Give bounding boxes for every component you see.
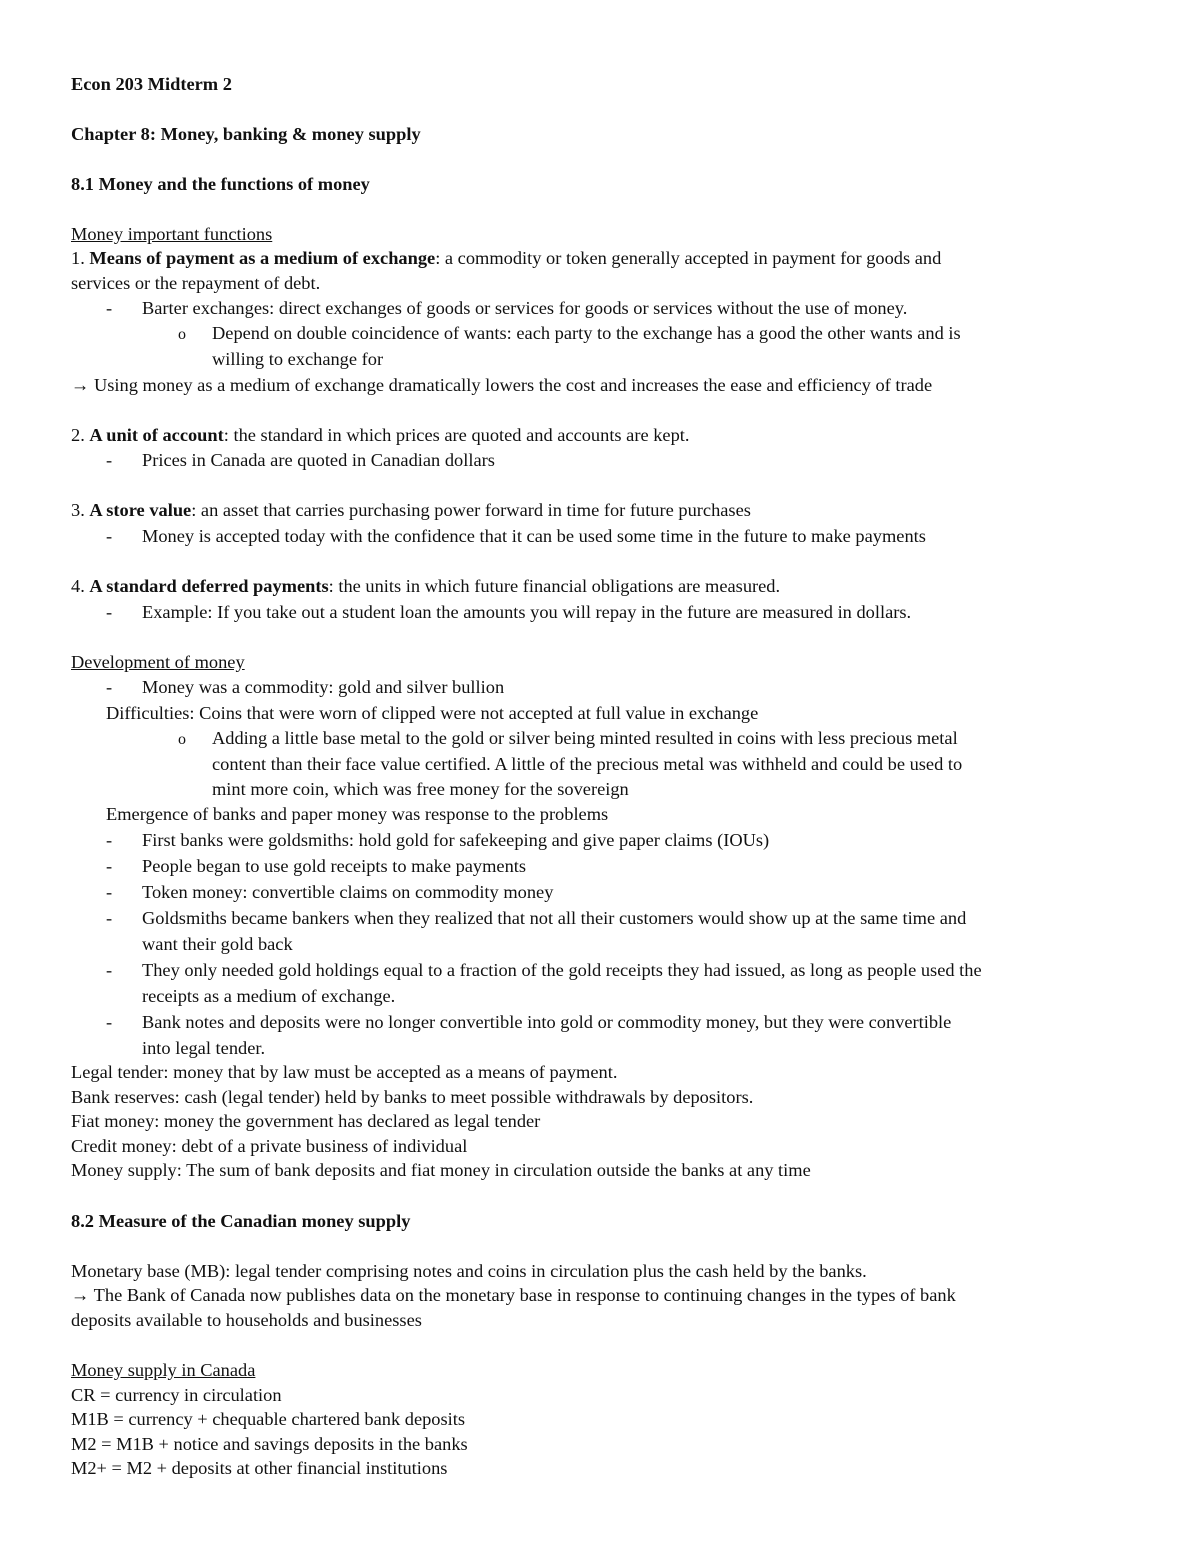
monetary-base-definition: Monetary base (MB): legal tender comprising notes and coins in circulation plus the cash held by the banks. [71,1261,867,1281]
bullet-dash: - [106,526,113,546]
function-4-line [71,574,780,599]
bullet-dash: - [106,856,113,876]
bullet-dash: - [106,298,113,318]
development-subbullet-cont-1: content than their face value certified. A little of the precious metal was withheld and could be used to [212,754,963,774]
development-bullet-bankers: Goldsmiths became bankers when they realized that not all their customers would show up at the same time and [142,908,967,928]
function-1-line [71,246,941,271]
monetary-base-arrow-note-cont: deposits available to households and businesses [71,1310,422,1330]
definition-money-supply: Money supply: The sum of bank deposits and fiat money in circulation outside the banks at any time [71,1160,811,1180]
bullet-dash: - [106,908,113,928]
section-8-2-heading: 8.2 Measure of the Canadian money supply [71,1211,411,1231]
section-8-1-heading: 8.1 Money and the functions of money [71,174,370,194]
development-subheading: Development of money [71,652,245,672]
development-bullet-fraction-cont: receipts as a medium of exchange. [142,986,396,1006]
function-2-number: 2. [71,425,90,445]
development-subbullet-cont-2: mint more coin, which was free money for the sovereign [212,779,629,799]
function-2-bullet: Prices in Canada are quoted in Canadian dollars [142,450,495,470]
function-1-subbullet-cont: willing to exchange for [212,349,384,369]
function-3-bullet: Money is accepted today with the confidence that it can be used some time in the future to make payments [142,526,926,546]
development-bullet-bank-notes: Bank notes and deposits were no longer convertible into gold or commodity money, but they were convertible [142,1012,952,1032]
bullet-dash: - [106,602,113,622]
function-3-term: A store value [89,500,192,520]
function-1-arrow-note: → Using money as a medium of exchange dramatically lowers the cost and increases the ease and efficiency of trade [71,375,933,395]
money-supply-cr: CR = currency in circulation [71,1385,282,1405]
function-4-number: 4. [71,576,90,596]
development-emergence: Emergence of banks and paper money was response to the problems [106,804,609,824]
function-4-bullet: Example: If you take out a student loan the amounts you will repay in the future are measured in dollars. [142,602,912,622]
development-bullet-token-money: Token money: convertible claims on commodity money [142,882,554,902]
function-3-line [71,498,751,523]
development-bullet-bank-notes-cont: into legal tender. [142,1038,266,1058]
function-2-line [71,423,690,448]
bullet-dash: - [106,960,113,980]
money-supply-m1b: M1B = currency + chequable chartered bank deposits [71,1409,466,1429]
definition-bank-reserves: Bank reserves: cash (legal tender) held by banks to meet possible withdrawals by depositors. [71,1087,754,1107]
function-1-definition: : a commodity or token generally accepted in payment for goods and [435,248,942,268]
bullet-dash: - [106,830,113,850]
document-title: Econ 203 Midterm 2 [71,74,232,94]
function-1-bullet-barter: Barter exchanges: direct exchanges of goods or services for goods or services without the use of money. [142,298,908,318]
definition-legal-tender: Legal tender: money that by law must be accepted as a means of payment. [71,1062,618,1082]
bullet-dash: - [106,450,113,470]
function-1-term: Means of payment as a medium of exchange [89,248,436,268]
monetary-base-arrow-note: → The Bank of Canada now publishes data on the monetary base in response to continuing changes in the types of bank [71,1285,956,1305]
development-bullet-goldsmiths: First banks were goldsmiths: hold gold for safekeeping and give paper claims (IOUs) [142,830,770,850]
function-3-definition: : an asset that carries purchasing power forward in time for future purchases [191,500,751,520]
function-1-number: 1. [71,248,90,268]
development-difficulties: Difficulties: Coins that were worn of clipped were not accepted at full value in exchange [106,703,759,723]
function-3-number: 3. [71,500,90,520]
development-bullet-bankers-cont: want their gold back [142,934,293,954]
development-bullet-gold-receipts: People began to use gold receipts to make payments [142,856,527,876]
function-4-term: A standard deferred payments [89,576,329,596]
sub-bullet-circle: o [178,731,186,748]
development-subbullet-base-metal: Adding a little base metal to the gold or silver being minted resulted in coins with less precious metal [212,728,958,748]
function-1-subbullet-double-coincidence: Depend on double coincidence of wants: each party to the exchange has a good the other wants and is [212,323,961,343]
functions-subheading: Money important functions [71,224,273,244]
function-2-definition: : the standard in which prices are quoted and accounts are kept. [223,425,690,445]
money-supply-m2: M2 = M1B + notice and savings deposits in the banks [71,1434,468,1454]
development-bullet-fraction: They only needed gold holdings equal to a fraction of the gold receipts they had issued, as long as people used the [142,960,982,980]
sub-bullet-circle: o [178,326,186,343]
money-supply-subheading: Money supply in Canada [71,1360,256,1380]
function-1-definition-cont: services or the repayment of debt. [71,273,321,293]
bullet-dash: - [106,1012,113,1032]
bullet-dash: - [106,882,113,902]
money-supply-m2-plus: M2+ = M2 + deposits at other financial institutions [71,1458,448,1478]
development-bullet-commodity: Money was a commodity: gold and silver bullion [142,677,505,697]
definition-credit-money: Credit money: debt of a private business of individual [71,1136,468,1156]
function-2-term: A unit of account [89,425,224,445]
bullet-dash: - [106,677,113,697]
chapter-heading: Chapter 8: Money, banking & money supply [71,124,421,144]
function-4-definition: : the units in which future financial obligations are measured. [328,576,781,596]
definition-fiat-money: Fiat money: money the government has declared as legal tender [71,1111,541,1131]
